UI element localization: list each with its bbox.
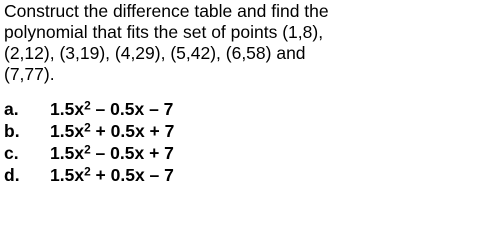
question-line-1: Construct the difference table and find the [4,1,329,21]
option-a-exponent: 2 [84,98,91,113]
option-d-rest: + 0.5x – 7 [90,165,174,185]
option-b-expression [50,120,174,142]
option-b-letter: b. [4,121,20,141]
option-a-letter: a. [4,99,19,119]
option-b-coef: 1.5x [50,121,85,141]
question-line-4: (7,77). [4,64,55,84]
option-a-rest: – 0.5x – 7 [90,99,174,119]
question-line-3: (2,12), (3,19), (4,29), (5,42), (6,58) and [4,43,306,63]
option-b-exponent: 2 [84,120,91,135]
option-c-letter: c. [4,143,19,163]
option-b-rest: + 0.5x + 7 [90,121,175,141]
option-c-rest: – 0.5x + 7 [90,143,174,163]
option-c-coef: 1.5x [50,143,85,163]
option-a-coef: 1.5x [50,99,85,119]
option-a-expression [50,98,173,120]
option-c-exponent: 2 [84,142,91,157]
option-c-expression [50,142,174,164]
question-text [4,1,489,85]
option-d-exponent: 2 [84,164,91,179]
option-d-coef: 1.5x [50,165,85,185]
question-line-2: polynomial that fits the set of points (1,8), [4,22,324,42]
option-d-expression [50,164,174,186]
option-d-letter: d. [4,165,20,185]
